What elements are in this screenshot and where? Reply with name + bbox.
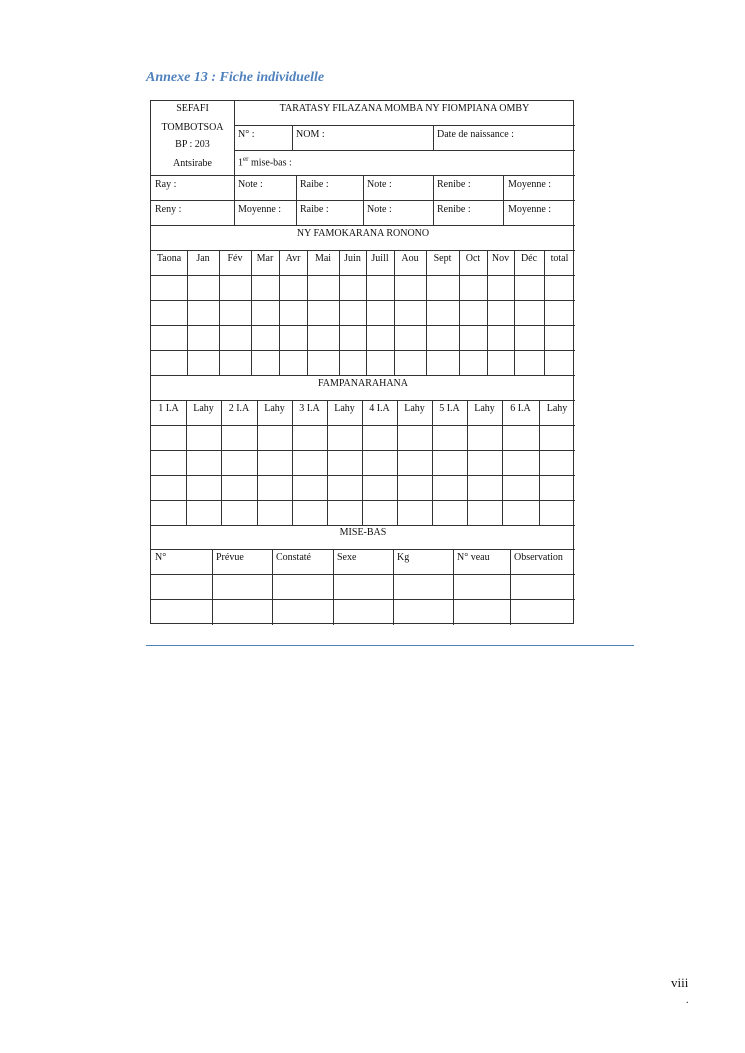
first-calving-number: 1 xyxy=(238,157,243,169)
insemination-col-line xyxy=(432,400,433,525)
org-name-line: TOMBOTSOA xyxy=(161,122,224,133)
section-rule xyxy=(151,375,575,376)
first-calving-superscript: er xyxy=(243,155,249,163)
milk-col-header: Nov xyxy=(491,253,510,264)
milk-row-line xyxy=(151,325,575,326)
milk-col-header: Taona xyxy=(156,253,182,264)
calving-col-line xyxy=(453,549,454,625)
org-city-line: Antsirabe xyxy=(173,158,212,169)
ray-cell: Raibe : xyxy=(300,179,329,190)
calving-row-line xyxy=(151,599,575,600)
calving-col-header: N° xyxy=(155,552,167,563)
ray-cell: Note : xyxy=(238,179,263,190)
insemination-col-header: 4 I.A xyxy=(369,403,390,414)
insemination-col-header: 1 I.A xyxy=(158,403,179,414)
insemination-col-line xyxy=(467,400,468,525)
row-rule xyxy=(151,225,575,226)
reny-cell: Moyenne : xyxy=(508,204,552,215)
insemination-row-line xyxy=(151,500,575,501)
milk-col-header: Oct xyxy=(465,253,481,264)
section-rule xyxy=(151,250,575,251)
insemination-col-line xyxy=(221,400,222,525)
reny-cell: Reny : xyxy=(155,204,182,215)
insemination-col-header: Lahy xyxy=(546,403,568,414)
milk-row-line xyxy=(151,275,575,276)
name-label: NOM : xyxy=(296,129,325,140)
first-calving-label xyxy=(238,153,292,169)
milk-col-line xyxy=(339,250,340,375)
milk-col-header: Fév xyxy=(227,253,243,264)
milk-col-header: Jan xyxy=(196,253,210,264)
header-cell-divider xyxy=(433,125,434,150)
insemination-col-line xyxy=(257,400,258,525)
page-number: viii xyxy=(671,975,689,990)
page-dot: . xyxy=(686,995,689,1006)
milk-col-line xyxy=(219,250,220,375)
milk-col-line xyxy=(366,250,367,375)
org-name-line: SEFAFI xyxy=(176,103,209,114)
insemination-col-line xyxy=(362,400,363,525)
milk-col-header: Avr xyxy=(285,253,301,264)
insemination-col-line xyxy=(397,400,398,525)
insemination-section-title: FAMPANARAHANA xyxy=(317,378,409,389)
insemination-col-header: 5 I.A xyxy=(439,403,460,414)
insemination-col-line xyxy=(539,400,540,525)
calving-col-header: Constaté xyxy=(276,552,311,563)
milk-col-line xyxy=(394,250,395,375)
footer-divider xyxy=(146,645,634,646)
insemination-col-line xyxy=(502,400,503,525)
annex-heading: Annexe 13 : Fiche individuelle xyxy=(146,70,325,85)
row-rule xyxy=(151,200,575,201)
insemination-col-header: Lahy xyxy=(334,403,355,414)
calving-col-line xyxy=(510,549,511,625)
org-address-line: BP : 203 xyxy=(175,139,210,150)
reny-cell: Renibe : xyxy=(437,204,471,215)
calving-col-line xyxy=(212,549,213,625)
section-rule xyxy=(151,525,575,526)
insemination-col-header: Lahy xyxy=(264,403,285,414)
milk-col-header: Mar xyxy=(256,253,274,264)
milk-col-line xyxy=(459,250,460,375)
insemination-col-line xyxy=(327,400,328,525)
insemination-col-header: Lahy xyxy=(404,403,425,414)
calving-section-title: MISE-BAS xyxy=(339,527,387,538)
calving-col-line xyxy=(333,549,334,625)
birth-date-label: Date de naissance : xyxy=(437,129,514,140)
milk-col-header: Juill xyxy=(371,253,389,264)
milk-col-line xyxy=(187,250,188,375)
section-rule xyxy=(151,549,575,550)
milk-section-title: NY FAMOKARANA RONONO xyxy=(296,228,430,239)
insemination-row-line xyxy=(151,425,575,426)
calving-col-header: N° veau xyxy=(457,552,490,563)
calving-col-line xyxy=(393,549,394,625)
insemination-col-header: 6 I.A xyxy=(510,403,531,414)
ray-cell: Note : xyxy=(367,179,392,190)
first-calving-text: mise-bas : xyxy=(248,157,292,169)
calving-col-header: Observation xyxy=(514,552,563,563)
insemination-col-header: Lahy xyxy=(193,403,214,414)
milk-col-line xyxy=(251,250,252,375)
header-rule xyxy=(234,150,575,151)
insemination-row-line xyxy=(151,475,575,476)
calving-col-header: Sexe xyxy=(337,552,357,563)
milk-col-header: Déc xyxy=(520,253,538,264)
calving-row-line xyxy=(151,574,575,575)
number-label: N° : xyxy=(238,129,255,140)
milk-col-header: total xyxy=(550,253,569,264)
form-main-title: TARATASY FILAZANA MOMBA NY FIOMPIANA OMBY xyxy=(279,103,530,114)
milk-col-header: Mai xyxy=(314,253,332,264)
insemination-col-line xyxy=(186,400,187,525)
insemination-col-header: Lahy xyxy=(474,403,495,414)
ray-cell: Ray : xyxy=(155,179,177,190)
reny-cell: Note : xyxy=(367,204,392,215)
insemination-col-header: 3 I.A xyxy=(299,403,320,414)
milk-col-line xyxy=(279,250,280,375)
milk-col-line xyxy=(307,250,308,375)
reny-cell: Raibe : xyxy=(300,204,329,215)
individual-record-form xyxy=(150,100,574,624)
calving-col-header: Kg xyxy=(397,552,410,563)
milk-col-line xyxy=(426,250,427,375)
header-cell-divider xyxy=(292,125,293,150)
milk-col-line xyxy=(514,250,515,375)
header-rule xyxy=(234,125,575,126)
milk-row-line xyxy=(151,300,575,301)
ray-cell: Renibe : xyxy=(437,179,471,190)
calving-col-header: Prévue xyxy=(216,552,244,563)
milk-col-line xyxy=(487,250,488,375)
reny-cell: Moyenne : xyxy=(238,204,282,215)
insemination-col-line xyxy=(292,400,293,525)
calving-col-line xyxy=(272,549,273,625)
section-rule xyxy=(151,400,575,401)
milk-col-header: Juin xyxy=(344,253,361,264)
milk-col-header: Aou xyxy=(401,253,419,264)
milk-col-header: Sept xyxy=(433,253,452,264)
insemination-row-line xyxy=(151,450,575,451)
ray-cell: Moyenne : xyxy=(508,179,552,190)
milk-col-line xyxy=(544,250,545,375)
milk-row-line xyxy=(151,350,575,351)
insemination-col-header: 2 I.A xyxy=(228,403,250,414)
